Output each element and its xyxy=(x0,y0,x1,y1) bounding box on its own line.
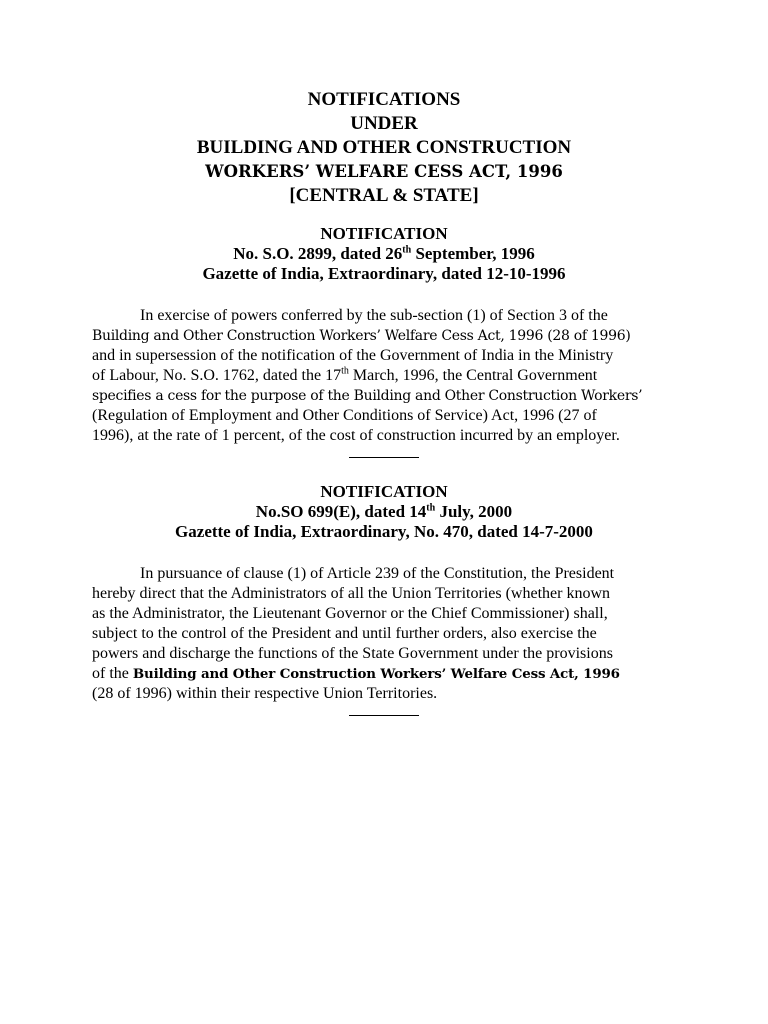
notification-2-line-6: of the Building and Other Construction Workers’ Welfare Cess Act, 1996 xyxy=(92,665,620,682)
notification-2-separator xyxy=(92,704,676,720)
notification-2-line-2: hereby direct that the Administrators of all the Union Territories (whether known xyxy=(92,585,610,602)
notification-2-line-5: powers and discharge the functions of the State Government under the provisions xyxy=(92,645,613,662)
notification-2-heading xyxy=(92,482,676,542)
notification-1-line-2: Building and Other Construction Workers’ Welfare Cess Act, 1996 (28 of 1996) xyxy=(92,328,631,344)
notification-1-number: No. S.O. 2899, dated 26th September, 1996 xyxy=(233,244,535,263)
notification-1-gazette: Gazette of India, Extraordinary, dated 12-10-1996 xyxy=(202,264,566,283)
title-line-4: WORKERS’ WELFARE CESS ACT, 1996 xyxy=(205,162,563,181)
notification-2-body xyxy=(92,564,676,704)
notification-1-label: NOTIFICATION xyxy=(320,224,448,243)
notification-1-line-1: In exercise of powers conferred by the sub-section (1) of Section 3 of the xyxy=(140,307,608,324)
notification-1-line-5: specifies a cess for the purpose of the Building and Other Construction Workers’ xyxy=(92,388,643,404)
notification-2-number: No.SO 699(E), dated 14th July, 2000 xyxy=(255,502,513,521)
notification-1-line-3: and in supersession of the notification of the Government of India in the Ministry xyxy=(92,347,614,364)
notification-2-gazette: Gazette of India, Extraordinary, No. 470, dated 14-7-2000 xyxy=(175,522,593,541)
notification-1-separator xyxy=(92,446,676,462)
title-line-2: UNDER xyxy=(350,113,418,134)
notification-1-line-7: 1996), at the rate of 1 percent, of the cost of construction incurred by an employer. xyxy=(92,427,620,444)
notification-2-label: NOTIFICATION xyxy=(320,482,448,501)
document-title xyxy=(92,88,676,208)
notification-2-line-4: subject to the control of the President and until further orders, also exercise the xyxy=(92,625,597,642)
notification-2-line-3: as the Administrator, the Lieutenant Governor or the Chief Commissioner) shall, xyxy=(92,605,608,622)
title-line-5: [CENTRAL & STATE] xyxy=(289,185,479,206)
notification-1-line-6: (Regulation of Employment and Other Conditions of Service) Act, 1996 (27 of xyxy=(92,407,597,424)
notification-2-line-7: (28 of 1996) within their respective Union Territories. xyxy=(92,685,438,702)
notification-1-heading xyxy=(92,224,676,284)
notification-2-line-1: In pursuance of clause (1) of Article 239 of the Constitution, the President xyxy=(140,565,615,582)
notification-1-line-4: of Labour, No. S.O. 1762, dated the 17th March, 1996, the Central Government xyxy=(92,365,598,384)
notification-1-body xyxy=(92,306,676,446)
title-line-1: NOTIFICATIONS xyxy=(307,89,461,110)
title-line-3: BUILDING AND OTHER CONSTRUCTION xyxy=(196,137,572,158)
document-page xyxy=(92,88,676,720)
